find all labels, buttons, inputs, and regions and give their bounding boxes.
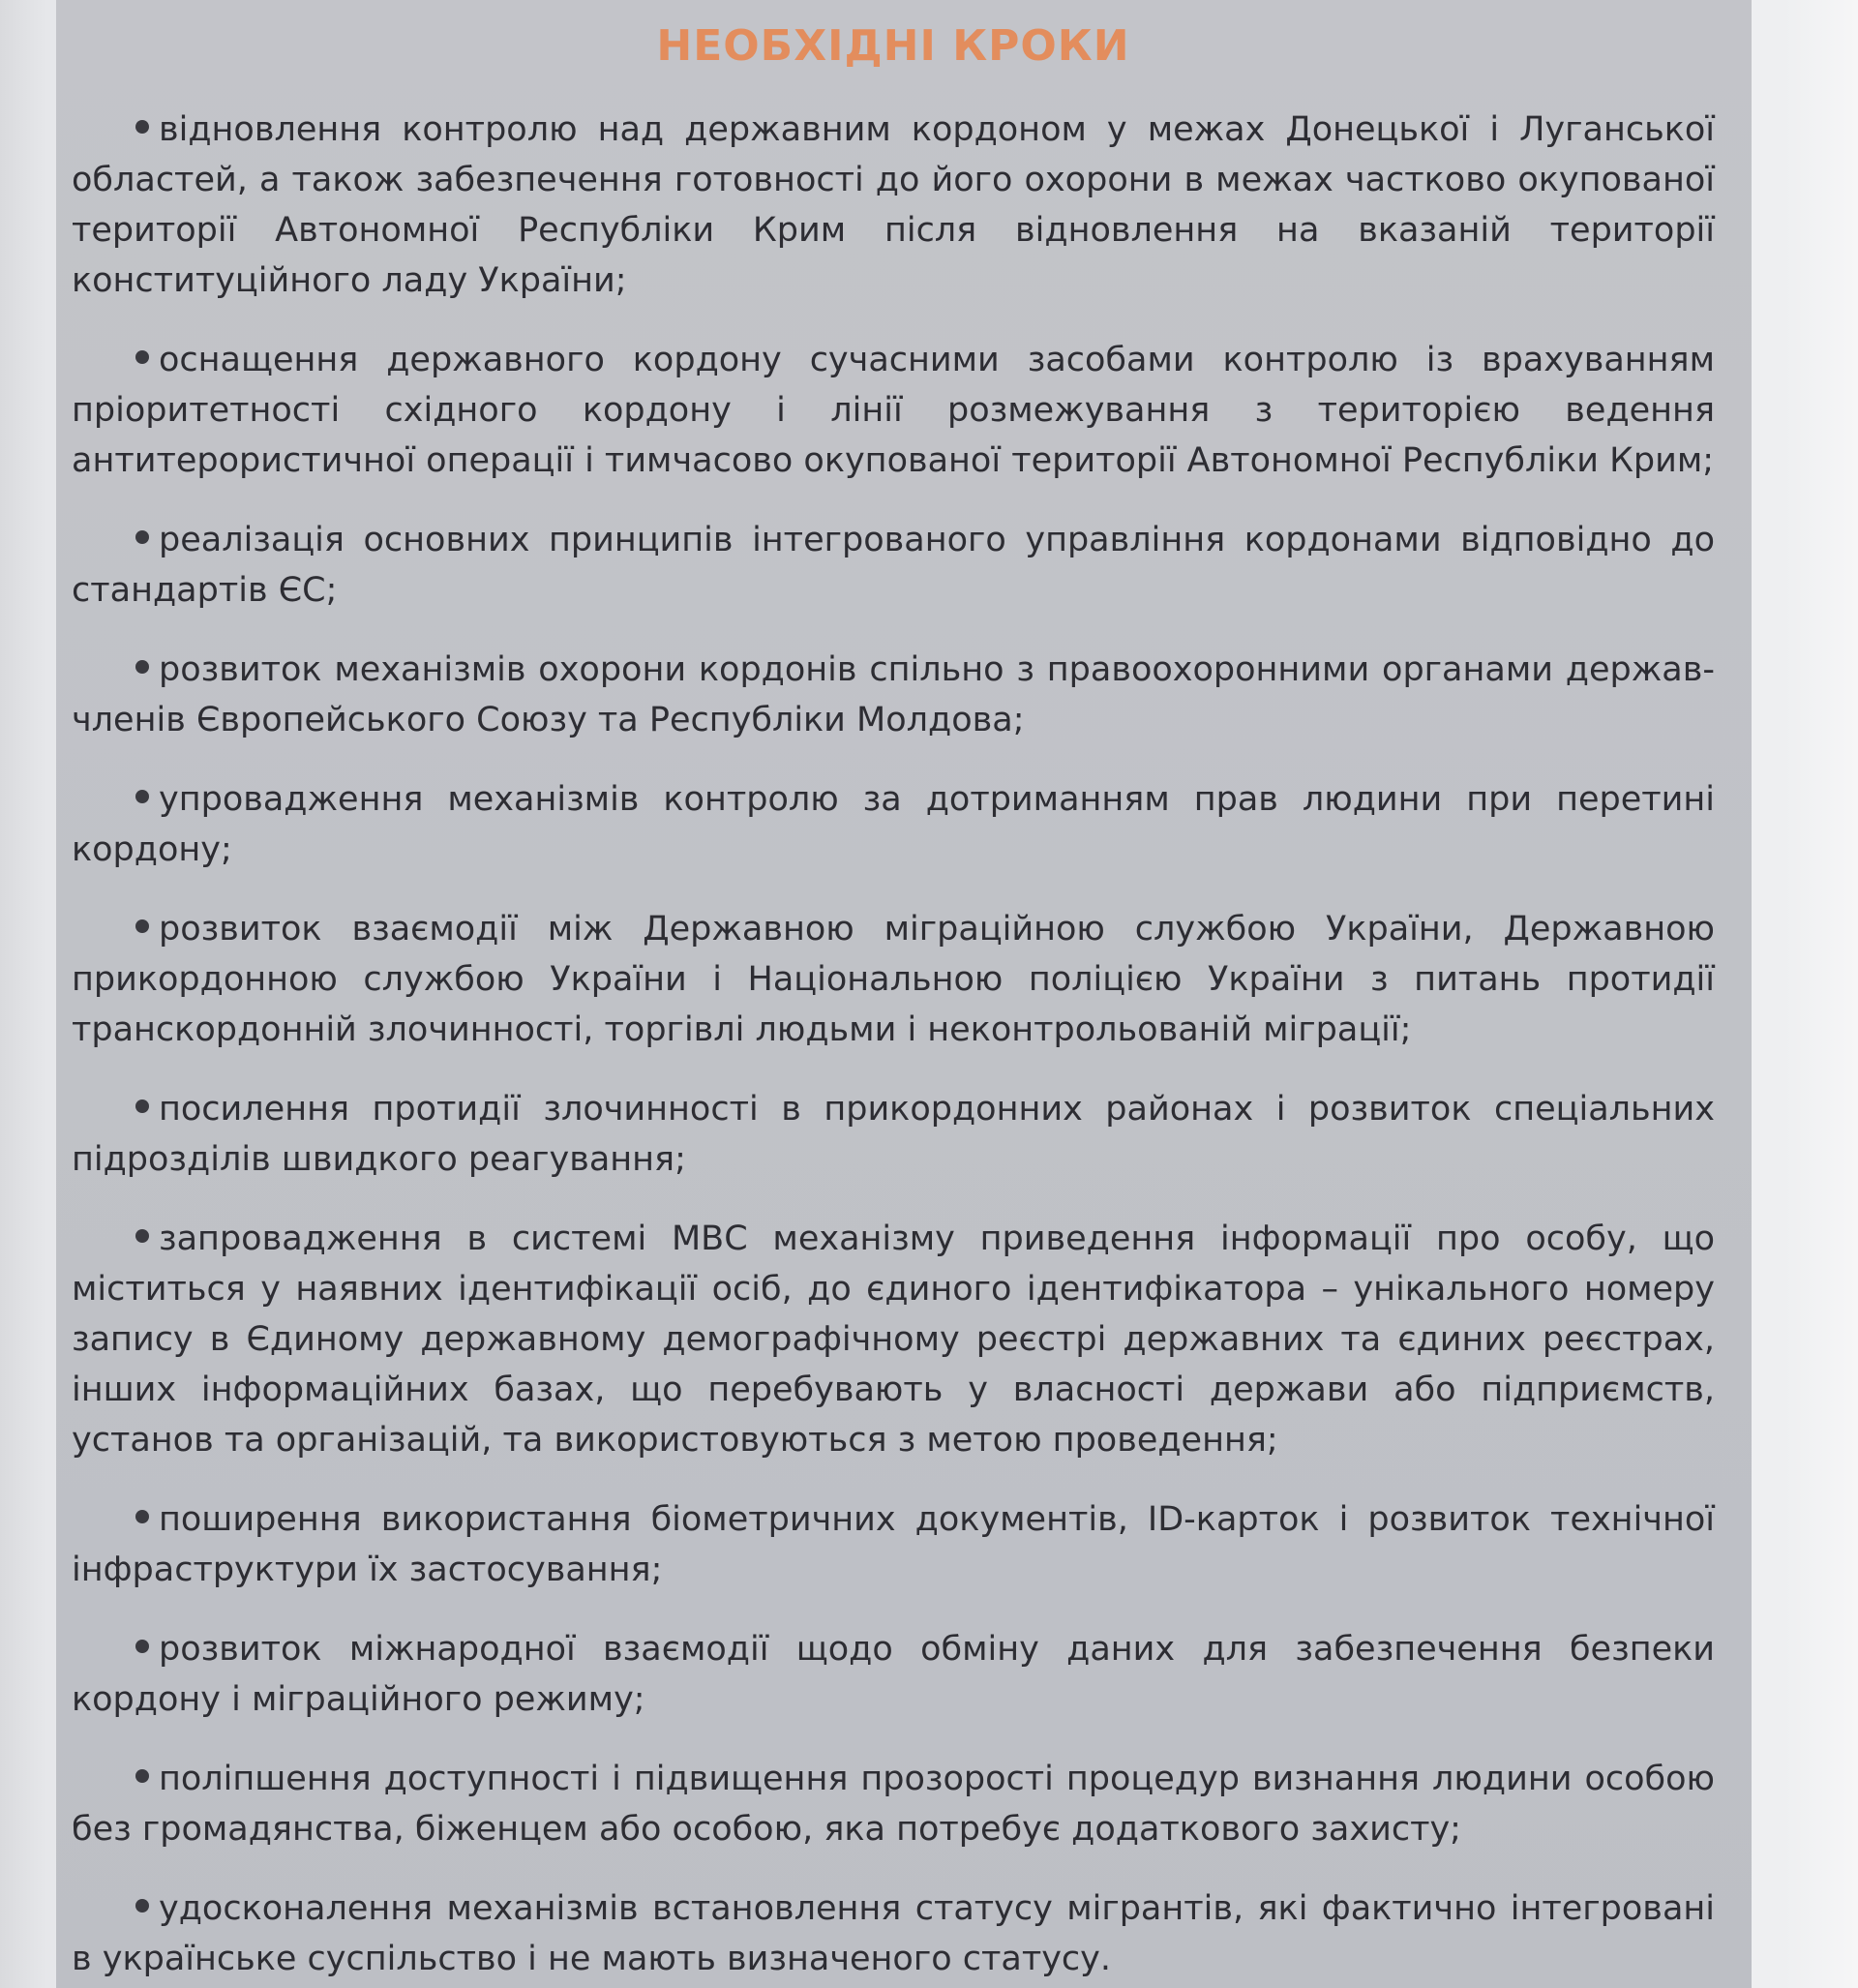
list-item: [72, 645, 1715, 745]
list-item: [72, 1754, 1715, 1854]
bullet-icon: [135, 1769, 149, 1783]
list-item: [72, 1084, 1715, 1185]
list-item: [72, 904, 1715, 1055]
list-item-text: оснащення державного кордону сучасними засобами контролю із врахуванням пріоритетності східного кордону і лінії розмежування з територією ведення антитерористичної операції і тимчасово окупованої території Автономної Республіки Крим;: [72, 341, 1715, 480]
list-item-text: посилення протидії злочинності в прикордонних районах і розвиток спеціальних підрозділів швидкого реагування;: [72, 1090, 1715, 1179]
list-item-text: поліпшення доступності і підвищення прозорості процедур визнання людини особою без громадянства, біженцем або особою, яка потребує додаткового захисту;: [72, 1760, 1715, 1849]
list-item-text: реалізація основних принципів інтегрованого управління кордонами відповідно до стандартів ЄС;: [72, 521, 1715, 610]
bullet-icon: [135, 790, 149, 803]
list-item-text: розвиток взаємодії між Державною міграційною службою України, Державною прикордонною службою України і Національною поліцією України з питань протидії транскордонній злочинності, торгівлі людьми і неконтрольованій міграції;: [72, 910, 1715, 1049]
list-item: [72, 1624, 1715, 1725]
list-item: [72, 1214, 1715, 1465]
bullet-icon: [135, 660, 149, 674]
list-item-text: відновлення контролю над державним кордоном у межах Донецької і Луганської областей, а також забезпечення готовності до його охорони в межах частково окупованої території Автономної Республіки Крим після відновлення на вказаній території конституційного ладу України;: [72, 110, 1715, 300]
bullet-icon: [135, 1510, 149, 1523]
content-panel: [56, 0, 1752, 1988]
list-item-text: удосконалення механізмів встановлення статусу мігрантів, які фактично інтегровані в українське суспільство і не мають визначеного статусу.: [72, 1889, 1715, 1978]
bullet-icon: [135, 919, 149, 933]
list-item-text: розвиток міжнародної взаємодії щодо обміну даних для забезпечення безпеки кордону і міграційного режиму;: [72, 1630, 1715, 1719]
list-item-text: розвиток механізмів охорони кордонів спільно з правоохоронними органами держав-членів Європейського Союзу та Республіки Молдова;: [72, 650, 1715, 739]
steps-list: [72, 105, 1715, 1984]
section-heading: НЕОБХІДНІ КРОКИ: [656, 21, 1130, 71]
list-item-text: упровадження механізмів контролю за дотриманням прав людини при перетині кордону;: [72, 780, 1715, 869]
bullet-icon: [135, 1229, 149, 1243]
bullet-icon: [135, 120, 149, 134]
bullet-icon: [135, 1899, 149, 1913]
list-item: [72, 1494, 1715, 1595]
list-item: [72, 1883, 1715, 1984]
bullet-icon: [135, 350, 149, 364]
list-item: [72, 774, 1715, 875]
bullet-icon: [135, 1099, 149, 1113]
list-item: [72, 335, 1715, 486]
list-item: [72, 515, 1715, 616]
list-item-text: запровадження в системі МВС механізму приведення інформації про особу, що міститься у наявних ідентифікації осіб, до єдиного ідентифікатора – унікального номеру запису в Єдиному державному демографічному реєстрі державних та єдиних реєстрах, інших інформаційних базах, що перебувають у власності держави або підприємств, установ та організацій, та використовуються з метою проведення;: [72, 1220, 1715, 1460]
list-item: [72, 105, 1715, 306]
list-item-text: поширення використання біометричних документів, ID-карток і розвиток технічної інфраструктури їх застосування;: [72, 1500, 1715, 1589]
bullet-icon: [135, 530, 149, 544]
bullet-icon: [135, 1640, 149, 1653]
